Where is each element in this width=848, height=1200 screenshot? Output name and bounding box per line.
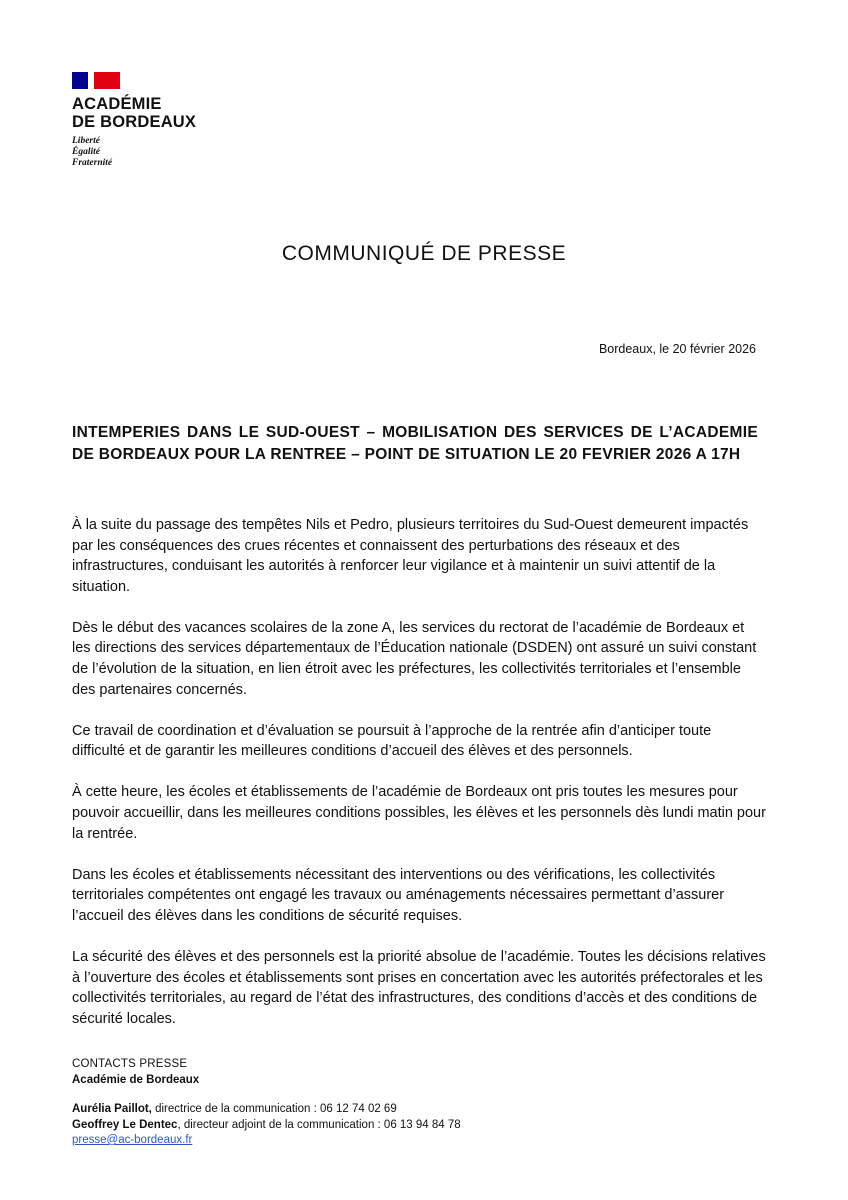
document-title: COMMUNIQUÉ DE PRESSE	[281, 242, 567, 265]
press-body	[72, 515, 766, 1050]
contact-person	[72, 1118, 592, 1134]
document-date: Bordeaux, le 20 février 2026	[598, 342, 756, 356]
body-paragraph: Dès le début des vacances scolaires de la zone A, les services du rectorat de l’académie de Bordeaux et les directions des services départementaux de l’Éducation nationale (DSDEN) ont assuré un suivi constant de l’évolution de la situation, en lien étroit avec les préfectures, les collectivités territoriales et l’ensemble des partenaires concernés.	[72, 619, 757, 698]
flag-red-band	[94, 72, 120, 89]
body-paragraph: À la suite du passage des tempêtes Nils et Pedro, plusieurs territoires du Sud-Ouest demeurent impactés par les conséquences des crues récentes et connaissent des perturbations des réseaux et des infrastructures, conduisant les autorités à renforcer leur vigilance et à maintenir un suivi attentif de la situation.	[72, 517, 749, 595]
body-paragraph: Dans les écoles et établissements nécessitant des interventions ou des vérifications, les collectivités territoriales compétentes ont engagé les travaux ou aménagements nécessaires permettant d’assurer l’accueil des élèves dans les conditions de sécurité requises.	[72, 866, 725, 924]
marianne-flag-icon	[72, 72, 120, 89]
logo-line-2: DE BORDEAUX	[72, 113, 197, 131]
flag-blue-band	[72, 72, 88, 89]
body-paragraph: Ce travail de coordination et d’évaluation se poursuit à l’approche de la rentrée afin d’anticiper toute difficulté et de garantir les meilleures conditions d’accueil des élèves et des personnels.	[72, 722, 712, 760]
body-paragraph: La sécurité des élèves et des personnels est la priorité absolue de l’académie. Toutes les décisions relatives à l’ouverture des écoles et établissements sont prises en concertation avec les autorités préfectorales et les collectivités territoriales, au regard de l’état des infrastructures, des conditions d’accès et des conditions de sécurité locales.	[72, 949, 766, 1027]
press-headline: INTEMPERIES DANS LE SUD-OUEST – MOBILISATION DES SERVICES DE L’ACADEMIE DE BORDEAUX POUR LA RENTREE – POINT DE SITUATION LE 20 FEVRIER 2026 A 17H	[72, 424, 758, 463]
academy-logo	[72, 72, 232, 169]
body-paragraph: À cette heure, les écoles et établissements de l’académie de Bordeaux ont pris toutes les mesures pour pouvoir accueillir, dans les meilleures conditions possibles, les élèves et les personnels dès lundi matin pour la rentrée.	[72, 784, 766, 842]
contacts-organization: Académie de Bordeaux	[72, 1073, 200, 1086]
logo-line-1: ACADÉMIE	[72, 95, 162, 113]
motto-liberte: Liberté	[72, 136, 100, 146]
motto-fraternite: Fraternité	[72, 158, 113, 168]
press-contacts	[72, 1057, 592, 1149]
contact-role: directrice de la communication : 06 12 74 02 69	[151, 1103, 397, 1115]
contact-name: Aurélia Paillot,	[72, 1103, 152, 1115]
contact-person	[72, 1102, 592, 1118]
republic-motto	[72, 136, 232, 169]
contact-role: , directeur adjoint de la communication : 06 13 94 84 78	[177, 1118, 461, 1131]
contact-email-link[interactable]: presse@ac-bordeaux.fr	[72, 1134, 193, 1146]
motto-egalite: Égalité	[72, 147, 100, 157]
contacts-label: CONTACTS PRESSE	[72, 1058, 188, 1070]
contact-name: Geoffrey Le Dentec	[72, 1118, 178, 1131]
